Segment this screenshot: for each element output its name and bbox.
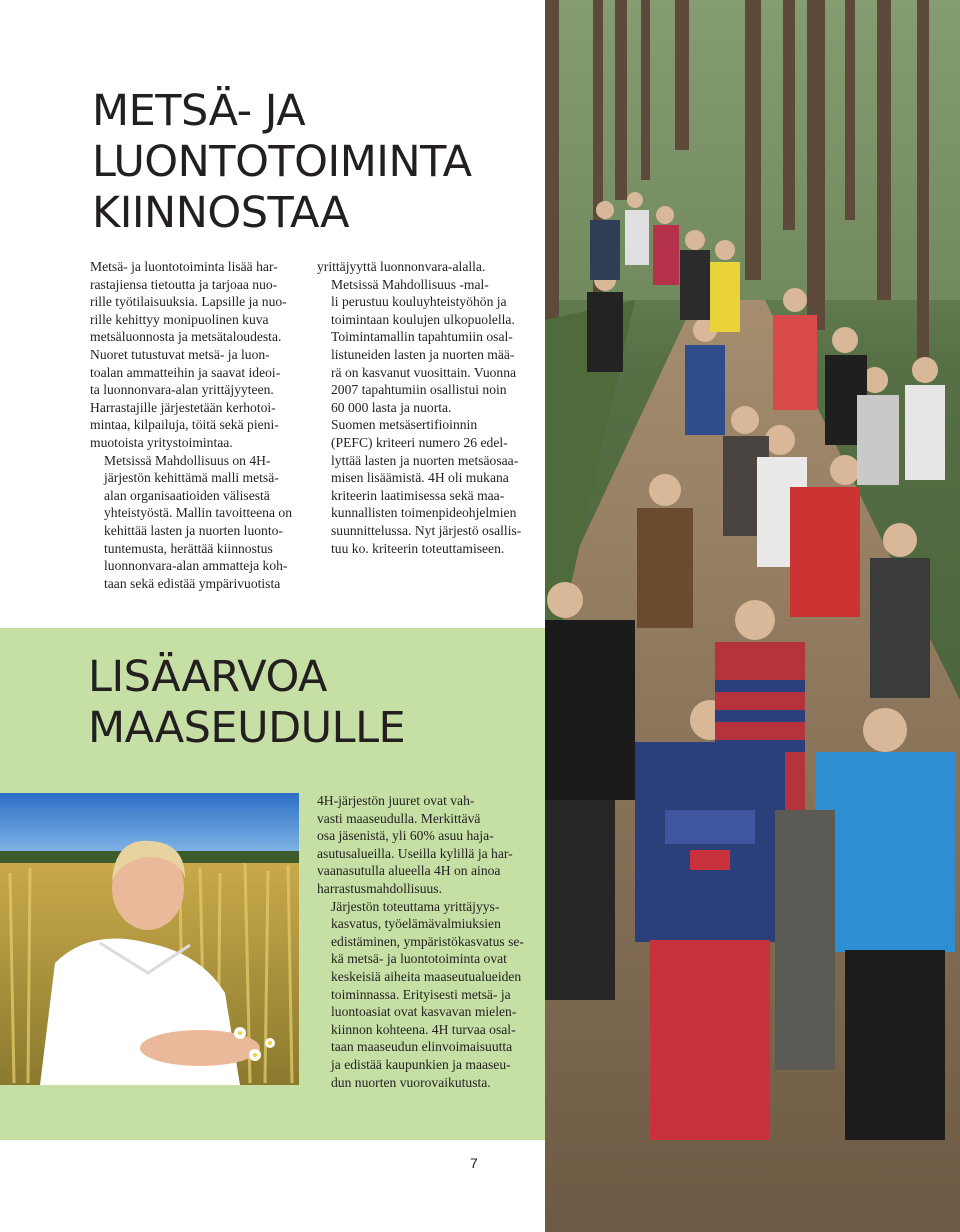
text-line: misen lisäämistä. 4H oli mukana <box>331 470 509 486</box>
page-number: 7 <box>470 1155 478 1171</box>
text-line: kiinnon kohteena. 4H turvaa osal- <box>331 1021 516 1037</box>
text-line: Metsä- ja luontotoiminta lisää har- <box>90 259 278 274</box>
body-column-2 <box>317 258 535 557</box>
text-line: Metsissä Mahdollisuus -mal- <box>331 276 489 292</box>
text-line: lyttää lasten ja nuorten metsäosaa- <box>331 452 519 468</box>
paragraph <box>90 258 302 452</box>
text-line: Metsissä Mahdollisuus on 4H- <box>104 452 271 468</box>
text-line: kasvatus, työelämävalmiuksien <box>331 916 501 932</box>
text-line: edistäminen, ympäristökasvatus se- <box>331 933 524 949</box>
paragraph <box>317 276 535 417</box>
text-line: Järjestön toteuttama yrittäjyys- <box>331 898 500 914</box>
text-line: Nuoret tutustuvat metsä- ja luon- <box>90 346 270 362</box>
text-line: kä metsä- ja luontotoiminta ovat <box>331 951 507 967</box>
text-line: ja edistää kaupunkien ja maaseu- <box>331 1056 511 1072</box>
text-line: ta luonnonvara-alan yrittäjyyteen. <box>90 382 274 398</box>
text-line: toiminnassa. Erityisesti metsä- ja <box>331 986 511 1002</box>
title-line: MAASEUDULLE <box>88 703 406 753</box>
title-line: METSÄ- JA <box>92 86 306 136</box>
text-line: tuu ko. kriteerin toteuttamiseen. <box>331 540 505 556</box>
paragraph <box>317 416 535 557</box>
paragraph <box>317 258 535 276</box>
text-line: kriteerin laatimisessa sekä maa- <box>331 487 505 503</box>
text-line: rä on kasvanut vuosittain. Vuonna <box>331 364 517 380</box>
text-line: 4H-järjestön juuret ovat vah- <box>317 793 475 808</box>
text-line: järjestön kehittämä malli metsä- <box>104 470 279 486</box>
text-line: taan maaseudun elinvoimaisuutta <box>331 1039 513 1055</box>
body-column-3 <box>317 792 535 1091</box>
text-line: listuneiden lasten ja nuorten mää- <box>331 346 515 362</box>
forest-hike-photo <box>545 0 960 1232</box>
text-line: rastajiensa tietoutta ja tarjoaa nuo- <box>90 276 278 292</box>
text-line: muotoista yritystoimintaa. <box>90 434 233 450</box>
body-column-1 <box>90 258 302 592</box>
text-line: harrastusmahdollisuus. <box>317 880 442 896</box>
text-line: yrittäjyyttä luonnonvara-alalla. <box>317 259 486 274</box>
text-line: 60 000 lasta ja nuorta. <box>331 399 452 415</box>
title-line: LUONTOTOIMINTA <box>92 137 472 187</box>
text-line: asutusalueilla. Useilla kylillä ja har- <box>317 845 513 861</box>
text-line: metsäluonnosta ja metsätaloudesta. <box>90 329 282 345</box>
text-line: mintaa, kilpailuja, töitä sekä pieni- <box>90 417 279 433</box>
text-line: suunnittelussa. Nyt järjestö osallis- <box>331 522 522 538</box>
text-line: Suomen metsäsertifioinnin <box>331 417 478 433</box>
text-line: vaanasutulla alueella 4H on ainoa <box>317 863 501 879</box>
text-line: (PEFC) kriteeri numero 26 edel- <box>331 434 508 450</box>
text-line: toimintaan koulujen ulkopuolella. <box>331 311 515 327</box>
text-line: kehittää lasten ja nuorten luonto- <box>104 522 283 538</box>
text-line: alan organisaatioiden välisestä <box>104 487 270 503</box>
text-line: li perustuu kouluyhteistyöhön ja <box>331 294 507 310</box>
section-title-forest <box>92 86 532 239</box>
paragraph <box>317 792 535 898</box>
text-line: luonnonvara-alan ammatteja koh- <box>104 558 288 574</box>
text-line: toalan ammatteihin ja saavat ideoi- <box>90 364 281 380</box>
text-line: rille kehittyy monipuolinen kuva <box>90 311 269 327</box>
text-line: Harrastajille järjestetään kerhotoi- <box>90 399 276 415</box>
text-line: taan sekä edistää ympärivuotista <box>104 575 281 591</box>
text-line: kunnallisten toimenpideohjelmien <box>331 505 517 521</box>
text-line: luontoasiat ovat kasvavan mielen- <box>331 1004 517 1020</box>
section-title-countryside <box>88 652 528 754</box>
text-line: dun nuorten vuorovaikutusta. <box>331 1074 491 1090</box>
text-line: tuntemusta, herättää kiinnostus <box>104 540 273 556</box>
text-line: Toimintamallin tapahtumiin osal- <box>331 329 513 345</box>
text-line: 2007 tapahtumiin osallistui noin <box>331 382 507 398</box>
text-line: keskeisiä aiheita maaseutualueiden <box>331 968 522 984</box>
text-line: rille työtilaisuuksia. Lapsille ja nuo- <box>90 294 287 310</box>
paragraph <box>90 452 302 593</box>
text-line: osa jäsenistä, yli 60% asuu haja- <box>317 828 494 844</box>
title-line: LISÄARVOA <box>88 652 327 702</box>
paragraph <box>317 898 535 1092</box>
text-line: vasti maaseudulla. Merkittävä <box>317 810 481 826</box>
wheat-field-girl-photo <box>0 793 299 1085</box>
text-line: yhteistyöstä. Mallin tavoitteena on <box>104 505 293 521</box>
title-line: KIINNOSTAA <box>92 188 349 238</box>
